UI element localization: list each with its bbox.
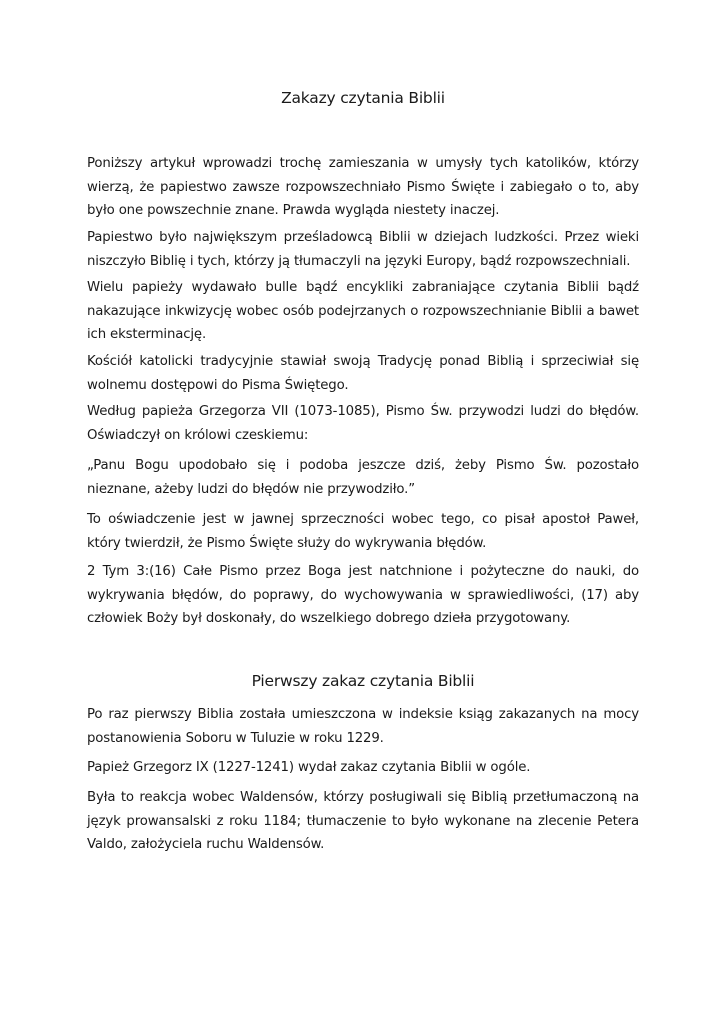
paragraph-tradition: Kościół katolicki tradycyjnie stawiał swoją Tradycję ponad Biblią i sprzeciwiał się wolnemu dostępowi do Pisma Świętego.: [87, 354, 639, 393]
paragraph-persecutor: Papiestwo było największym prześladowcą Biblii w dziejach ludzkości. Przez wieki niszczyło Biblię i tych, którzy ją tłumaczyli na języki Europy, bądź rozpowszechniali.: [87, 230, 639, 269]
paragraph-toulouse: Po raz pierwszy Biblia została umieszczona w indeksie ksiąg zakazanych na mocy postanowienia Soboru w Tuluzie w roku 1229.: [87, 707, 639, 746]
paragraph-scripture: 2 Tym 3:(16) Całe Pismo przez Boga jest natchnione i pożyteczne do nauki, do wykrywania błędów, do poprawy, do wychowywania w sprawiedliwości, (17) aby człowiek Boży był doskonały, do wszelkiego dobrego dzieła przygotowany.: [87, 564, 639, 626]
paragraph-quote: „Panu Bogu upodobało się i podoba jeszcze dziś, żeby Pismo Św. pozostało nieznane, ażeby ludzi do błędów nie przywodziło.”: [87, 458, 639, 497]
paragraph-bulls: Wielu papieży wydawało bulle bądź encykliki zabraniające czytania Biblii bądź nakazujące inkwizycję wobec osób podejrzanych o rozpowszechnianie Biblii a bawet ich eksterminację.: [87, 280, 639, 342]
page-title: Zakazy czytania Biblii: [281, 89, 445, 107]
paragraph-paul: To oświadczenie jest w jawnej sprzeczności wobec tego, co pisał apostoł Paweł, który twierdził, że Pismo Święte służy do wykrywania błędów.: [87, 512, 639, 551]
section-heading: Pierwszy zakaz czytania Biblii: [251, 672, 475, 690]
paragraph-intro: Poniższy artykuł wprowadzi trochę zamieszania w umysły tych katolików, którzy wierzą, że papiestwo zawsze rozpowszechniało Pismo Święte i zabiegało o to, aby było one powszechnie znane. Prawda wygląda niestety inaczej.: [87, 156, 639, 218]
paragraph-gregory-vii: Według papieża Grzegorza VII (1073-1085), Pismo Św. przywodzi ludzi do błędów. Oświadczył on królowi czeskiemu:: [87, 404, 639, 443]
paragraph-waldensians: Była to reakcja wobec Waldensów, którzy posługiwali się Biblią przetłumaczoną na język prowansalski z roku 1184; tłumaczenie to było wykonane na zlecenie Petera Valdo, założyciela ruchu Waldensów.: [87, 790, 639, 852]
paragraph-gregory-ix: Papież Grzegorz IX (1227-1241) wydał zakaz czytania Biblii w ogóle.: [87, 760, 531, 775]
